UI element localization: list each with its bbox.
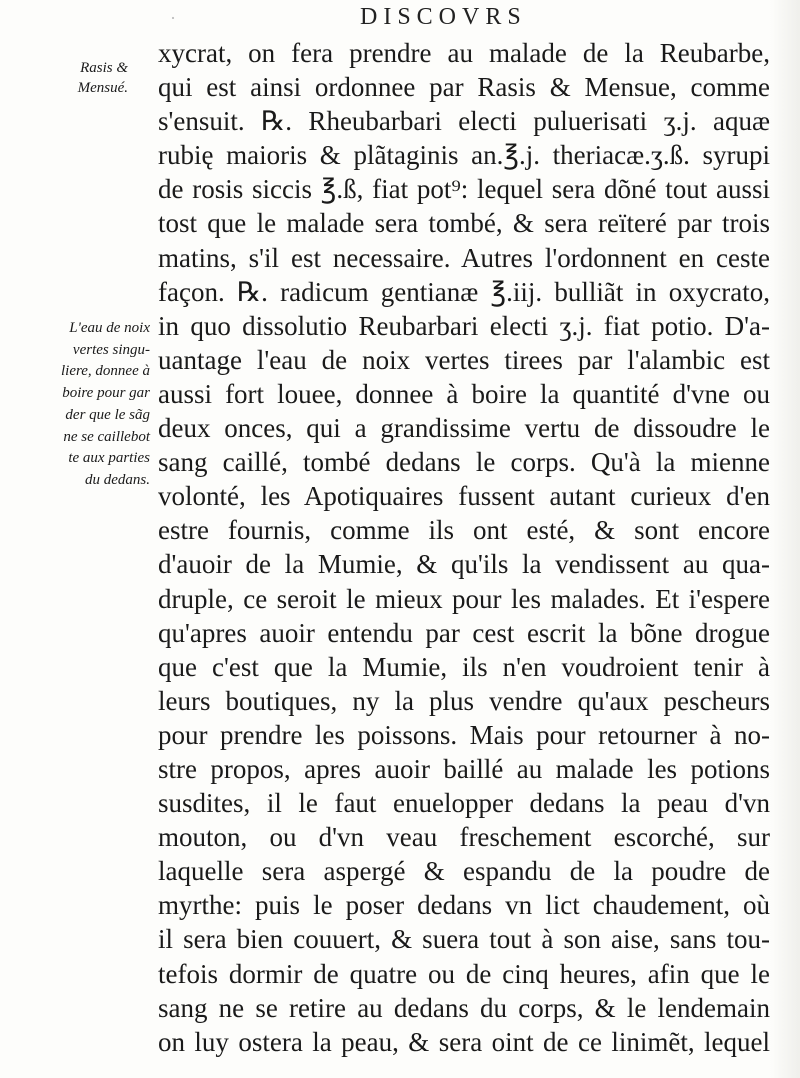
- body-line: deux onces, qui a grandissime vertu de dissoudre le: [158, 413, 770, 444]
- body-line: on luy ostera la peau, & sera oint de ce linimẽt, lequel: [158, 1026, 770, 1057]
- body-line: estre fournis, comme ils ont esté, & sont encore: [158, 515, 770, 546]
- body-line: d'auoir de la Mumie, & qu'ils la vendissent au qua-: [158, 549, 770, 580]
- margin-note-rasis: [28, 58, 128, 98]
- body-line: druple, ce seroit le mieux pour les malades. Et i'espere: [158, 583, 770, 614]
- body-line: rubię maioris & plãtaginis an.℥.j. theriacæ.ʒ.ß. syrupi: [158, 140, 770, 171]
- body-line: s'ensuit. ℞. Rheubarbari electi puluerisati ʒ.j. aquæ: [158, 106, 770, 137]
- body-line: de rosis siccis ℥.ß, fiat pot⁹: lequel sera dõné tout aussi: [158, 174, 770, 205]
- body-line: mouton, ou d'vn veau freschement escorché, sur: [158, 822, 770, 853]
- body-line: myrthe: puis le poser dedans vn lict chaudement, où: [158, 890, 770, 921]
- body-line: leurs boutiques, ny la plus vendre qu'aux pescheurs: [158, 685, 770, 716]
- margin-note-line: te aux parties: [68, 450, 150, 467]
- body-line: façon. ℞. radicum gentianæ ℥.iij. bulliãt in oxycrato,: [158, 276, 770, 307]
- body-line: sang ne se retire au dedans du corps, & le lendemain: [158, 992, 770, 1023]
- body-line: volonté, les Apotiquaires fussent autant curieux d'en: [158, 481, 770, 512]
- body-line: in quo dissolutio Reubarbari electi ʒ.j. fiat potio. D'a-: [158, 310, 770, 341]
- body-line: stre propos, apres auoir baillé au malade les potions: [158, 753, 770, 784]
- margin-note-line: Mensué.: [77, 80, 128, 96]
- body-line: tost que le malade sera tombé, & sera reïteré par trois: [158, 208, 770, 239]
- margin-note-eau-de-noix: [10, 318, 150, 492]
- body-line: pour prendre les poissons. Mais pour retourner à no-: [158, 719, 770, 750]
- body-line: que c'est que la Mumie, ils n'en voudroient tenir à: [158, 651, 770, 682]
- body-line: matins, s'il est necessaire. Autres l'ordonnent en ceste: [158, 242, 770, 273]
- margin-note-line: vertes singu-: [72, 341, 150, 358]
- body-line: laquelle sera aspergé & espandu de la poudre de: [158, 856, 770, 887]
- margin-note-line: ne se caillebot: [63, 428, 150, 445]
- body-line: uantage l'eau de noix vertes tirees par l'alambic est: [158, 344, 770, 375]
- margin-note-line: L'eau de noix: [69, 320, 150, 336]
- margin-note-line: der que le sãg: [65, 406, 150, 423]
- body-text: [158, 36, 770, 1059]
- body-line: xycrat, on fera prendre au malade de la Reubarbe,: [158, 38, 770, 68]
- body-line: il sera bien couuert, & suera tout à son aise, sans tou-: [158, 924, 770, 955]
- margin-note-line: liere, donnee à: [61, 363, 150, 380]
- body-line: sang caillé, tombé dedans le corps. Qu'à la mienne: [158, 447, 770, 478]
- page-edge-shadow: [770, 0, 800, 1078]
- body-line: qui est ainsi ordonnee par Rasis & Mensue, comme: [158, 72, 770, 103]
- body-line: aussi fort louee, donnee à boire la quantité d'vne ou: [158, 378, 770, 409]
- body-line: qu'apres auoir entendu par cest escrit la bõne drogue: [158, 617, 770, 648]
- margin-note-line: boire pour gar: [62, 385, 150, 402]
- body-line: susdites, il le faut enuelopper dedans la peau d'vn: [158, 788, 770, 819]
- body-line: tefois dormir de quatre ou de cinq heures, afin que le: [158, 958, 770, 989]
- folio-mark: ·: [170, 8, 176, 28]
- running-title: DISCOVRS: [360, 4, 527, 30]
- margin-note-line: Rasis &: [80, 60, 128, 76]
- margin-note-line: du dedans.: [85, 471, 150, 488]
